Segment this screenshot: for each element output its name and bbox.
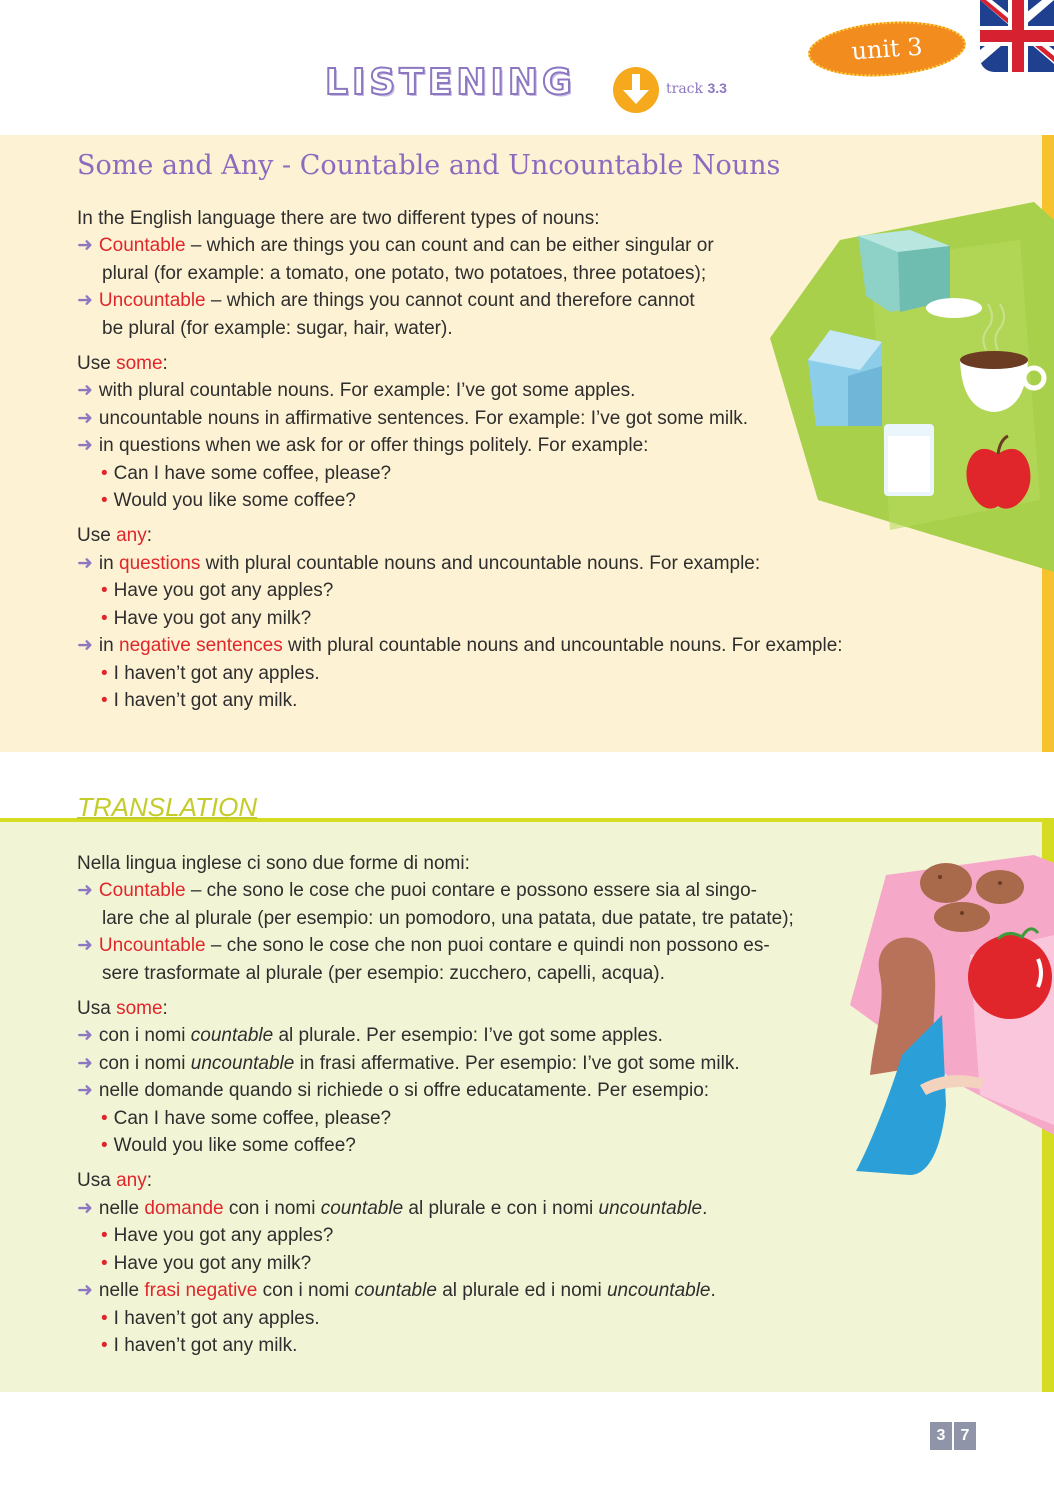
list-item: ➜ nelle domande con i nomi countable al plurale e con i nomi uncountable.: [77, 1197, 708, 1219]
bullet-icon: •: [101, 1107, 108, 1129]
list-item: ➜ Countable – che sono le cose che puoi contare e possono essere sia al singo-: [77, 880, 757, 902]
example-item: • Have you got any apples?: [101, 1225, 334, 1247]
track-number: 3.3: [707, 80, 727, 96]
track-label: track 3.3: [666, 80, 727, 97]
bullet-icon: •: [101, 1135, 108, 1157]
use-any-label: Usa any:: [77, 1170, 152, 1192]
translation-heading: TRANSLATION: [77, 792, 258, 822]
bullet-icon: •: [101, 689, 108, 711]
bullet-icon: •: [101, 1334, 108, 1356]
page-number: [930, 1422, 976, 1450]
arrow-right-icon: ➜: [77, 880, 93, 902]
list-item: ➜ con i nomi countable al plurale. Per esempio: I’ve got some apples.: [77, 1025, 663, 1047]
listening-title: LISTENING: [325, 62, 576, 103]
arrow-right-icon: ➜: [77, 290, 93, 312]
example-item: • Can I have some coffee, please?: [101, 1107, 392, 1129]
list-item: ➜ with plural countable nouns. For example: I’ve got some apples.: [77, 380, 636, 402]
uk-flag-icon: [980, 0, 1054, 72]
list-item: ➜ uncountable nouns in affirmative sentences. For example: I’ve got some milk.: [77, 407, 749, 429]
bullet-icon: •: [101, 1307, 108, 1329]
bullet-icon: •: [101, 462, 108, 484]
example-item: • Can I have some coffee, please?: [101, 462, 392, 484]
arrow-right-icon: ➜: [77, 1052, 93, 1074]
translation-intro: Nella lingua inglese ci sono due forme di nomi:: [77, 853, 470, 874]
example-item: • I haven’t got any apples.: [101, 1307, 320, 1329]
list-item: ➜ nelle frasi negative con i nomi countable al plurale ed i nomi uncountable.: [77, 1280, 716, 1302]
unit-badge: [806, 17, 967, 82]
list-item: ➜ in questions with plural countable nouns and uncountable nouns. For example:: [77, 552, 761, 574]
arrow-right-icon: ➜: [77, 407, 93, 429]
example-item: • I haven’t got any apples.: [101, 662, 320, 684]
bullet-icon: •: [101, 580, 108, 602]
page-digit: 7: [954, 1422, 976, 1450]
bullet-icon: •: [101, 1225, 108, 1247]
list-item: ➜ Uncountable – which are things you cannot count and therefore cannot: [77, 290, 695, 312]
example-item: • Have you got any milk?: [101, 607, 312, 629]
use-some-label: Usa some:: [77, 998, 168, 1020]
arrow-right-icon: ➜: [77, 1280, 93, 1302]
arrow-right-icon: ➜: [77, 1080, 93, 1102]
list-item: ➜ Uncountable – che sono le cose che non puoi contare e quindi non possono es-: [77, 935, 770, 957]
example-item: • I haven’t got any milk.: [101, 689, 298, 711]
example-item: • Would you like some coffee?: [101, 1135, 356, 1157]
bullet-icon: •: [101, 662, 108, 684]
english-heading: Some and Any - Countable and Uncountable Nouns: [77, 150, 781, 181]
english-body: In the English language there are two different types of nouns: ➜ Countable – which are things you can count and can be either singular or plural (for example: a tomato, one potato, two potatoes, three potatoes); ➜ Uncountable – which are things you cannot count and therefore cannot be plural (for example: sugar, hair, water). Use some: ➜ with plural countable nouns. For example: I’ve got some apples. ➜ uncountable nouns in affirmative sentences. For example: I’ve got some milk. ➜ in questions when we ask for or offer things politely. For example: • Can I have some coffee, please? • Would you like some coffee? Use any: ➜ in questions with plural countable nouns and uncountable nouns. For example: • Have you got any apples? • Have you got any milk? ➜ in negative sentences with plural countable nouns and uncountable nouns. For example: • I haven’t got any apples. • I haven’t got any milk.: [77, 205, 843, 714]
list-item: ➜ in questions when we ask for or offer things politely. For example:: [77, 435, 649, 457]
bullet-icon: •: [101, 490, 108, 512]
list-item: ➜ nelle domande quando si richiede o si offre educatamente. Per esempio:: [77, 1080, 710, 1102]
arrow-right-icon: ➜: [77, 635, 93, 657]
arrow-right-icon: ➜: [77, 1197, 93, 1219]
english-intro: In the English language there are two different types of nouns:: [77, 208, 600, 229]
bullet-icon: •: [101, 1252, 108, 1274]
arrow-right-icon: ➜: [77, 380, 93, 402]
example-item: • Would you like some coffee?: [101, 490, 356, 512]
list-item: ➜ in negative sentences with plural countable nouns and uncountable nouns. For example:: [77, 635, 843, 657]
arrow-right-icon: ➜: [77, 1025, 93, 1047]
list-item: ➜ con i nomi uncountable in frasi affermative. Per esempio: I’ve got some milk.: [77, 1052, 740, 1074]
example-item: • Have you got any milk?: [101, 1252, 312, 1274]
translation-body: Nella lingua inglese ci sono due forme di nomi: ➜ Countable – che sono le cose che puoi contare e possono essere sia al singo- lare che al plurale (per esempio: un pomodoro, una patata, due patate, tre patate); ➜ Uncountable – che sono le cose che non puoi contare e quindi non possono es- sere trasformate al plurale (per esempio: zucchero, capelli, acqua). Usa some: ➜ con i nomi countable al plurale. Per esempio: I’ve got some apples. ➜ con i nomi uncountable in frasi affermative. Per esempio: I’ve got some milk. ➜ nelle domande quando si richiede o si offre educatamente. Per esempio: • Can I have some coffee, please? • Would you like some coffee? Usa any: ➜ nelle domande con i nomi countable al plurale e con i nomi uncountable. • Have you got any apples? • Have you got any milk? ➜ nelle frasi negative con i nomi countable al plurale ed i nomi uncountable. • I haven’t got any apples. • I haven’t got any milk.: [77, 850, 794, 1359]
bullet-icon: •: [101, 607, 108, 629]
use-some-label: Use some:: [77, 353, 168, 375]
download-arrow-icon[interactable]: [612, 66, 660, 114]
arrow-right-icon: ➜: [77, 552, 93, 574]
example-item: • Have you got any apples?: [101, 580, 334, 602]
arrow-right-icon: ➜: [77, 235, 93, 257]
page-digit: 3: [930, 1422, 952, 1450]
arrow-right-icon: ➜: [77, 435, 93, 457]
example-item: • I haven’t got any milk.: [101, 1334, 298, 1356]
arrow-right-icon: ➜: [77, 935, 93, 957]
girl-tomato-illustration: [850, 855, 1054, 1185]
unit-label: unit 3: [850, 32, 924, 66]
list-item: ➜ Countable – which are things you can count and can be either singular or: [77, 235, 714, 257]
use-any-label: Use any:: [77, 525, 152, 547]
